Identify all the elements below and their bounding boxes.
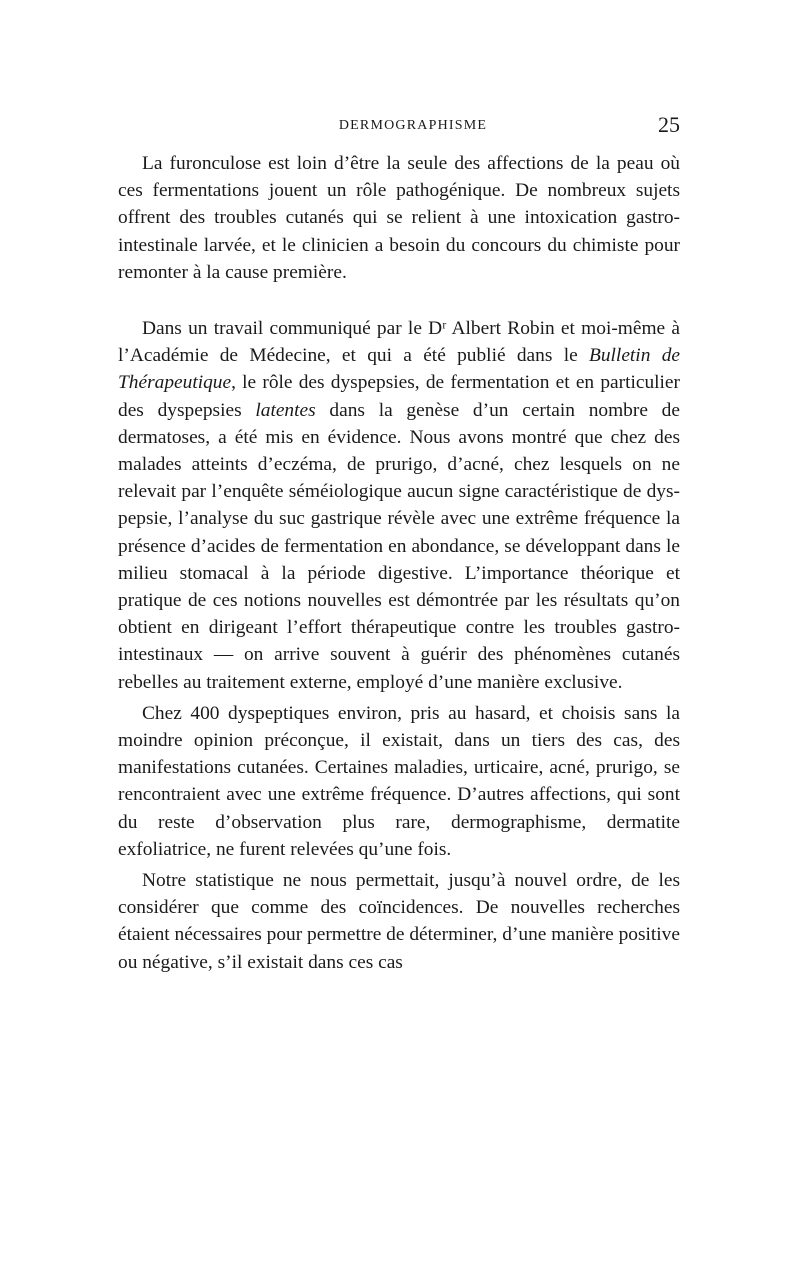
running-head <box>118 112 680 142</box>
page-number: 25 <box>658 112 680 137</box>
body-text <box>118 150 680 976</box>
paragraph-text-segment: Dans un travail communiqué par le Dʳ Albert Robin et moi-même à l’Académie de Médecine, et qui a été publié dans le <box>118 318 680 367</box>
running-title: DERMOGRAPHISME <box>338 118 488 133</box>
paragraph-furonculose: La furonculose est loin d’être la seule des affections de la peau où ces fermentations jouent un rôle pathogénique. De nombreux sujets offrent des troubles cutanés qui se relient à une intoxication gastro-intestinale larvée, et le clinicien a besoin du concours du chimiste pour remonter à la cause première. <box>118 153 680 283</box>
paragraph-dyspeptiques: Chez 400 dyspeptiques environ, pris au hasard, et choisis sans la moindre opinion préconçue, il existait, dans un tiers des cas, des manifestations cutanées. Certaines maladies, urticaire, acné, prurigo, se rencontraient avec une extrême fréquence. D’autres affections, qui sont du reste d’observation plus rare, dermographisme, dermatite exfoliatrice, ne furent relevées qu’une fois. <box>118 702 680 860</box>
paragraph-text-segment: , le rôle des dyspepsies, de fermentation et en particulier des dyspepsies <box>118 372 680 421</box>
paragraph-travail-communique <box>118 315 680 696</box>
paragraph-statistique: Notre statistique ne nous permettait, jusqu’à nouvel ordre, de les considérer que comme des coïncidences. De nouvelles recherches étaient nécessaires pour permettre de déterminer, d’une manière positive ou négative, s’il existait dans ces cas <box>118 870 680 973</box>
paragraph-text-segment: dans la genèse d’un certain nombre de dermatoses, a été mis en évidence. Nous avons montré que chez des malades atteints d’eczéma, de prurigo, d’acné, chez lesquels on ne relevait par l’enquête séméiologique aucun signe caractéristique de dyspepsie, l’analyse du suc gastrique révèle avec une extrême fréquence la présence d’acides de fermentation en abondance, se développant dans le milieu stomacal à la période digestive. L’importance théorique et pratique de ces notions nouvelles est démontrée par les résultats qu’on obtient en dirigeant l’effort thérapeutique contre les troubles gastro-intestinaux — on arrive souvent à guérir des phénomènes cutanés rebelles au traitement externe, employé d’une manière exclusive. <box>118 399 680 693</box>
latentes-italic: latentes <box>255 399 316 421</box>
journal-title-italic: Bulletin de Thérapeutique <box>118 345 680 394</box>
